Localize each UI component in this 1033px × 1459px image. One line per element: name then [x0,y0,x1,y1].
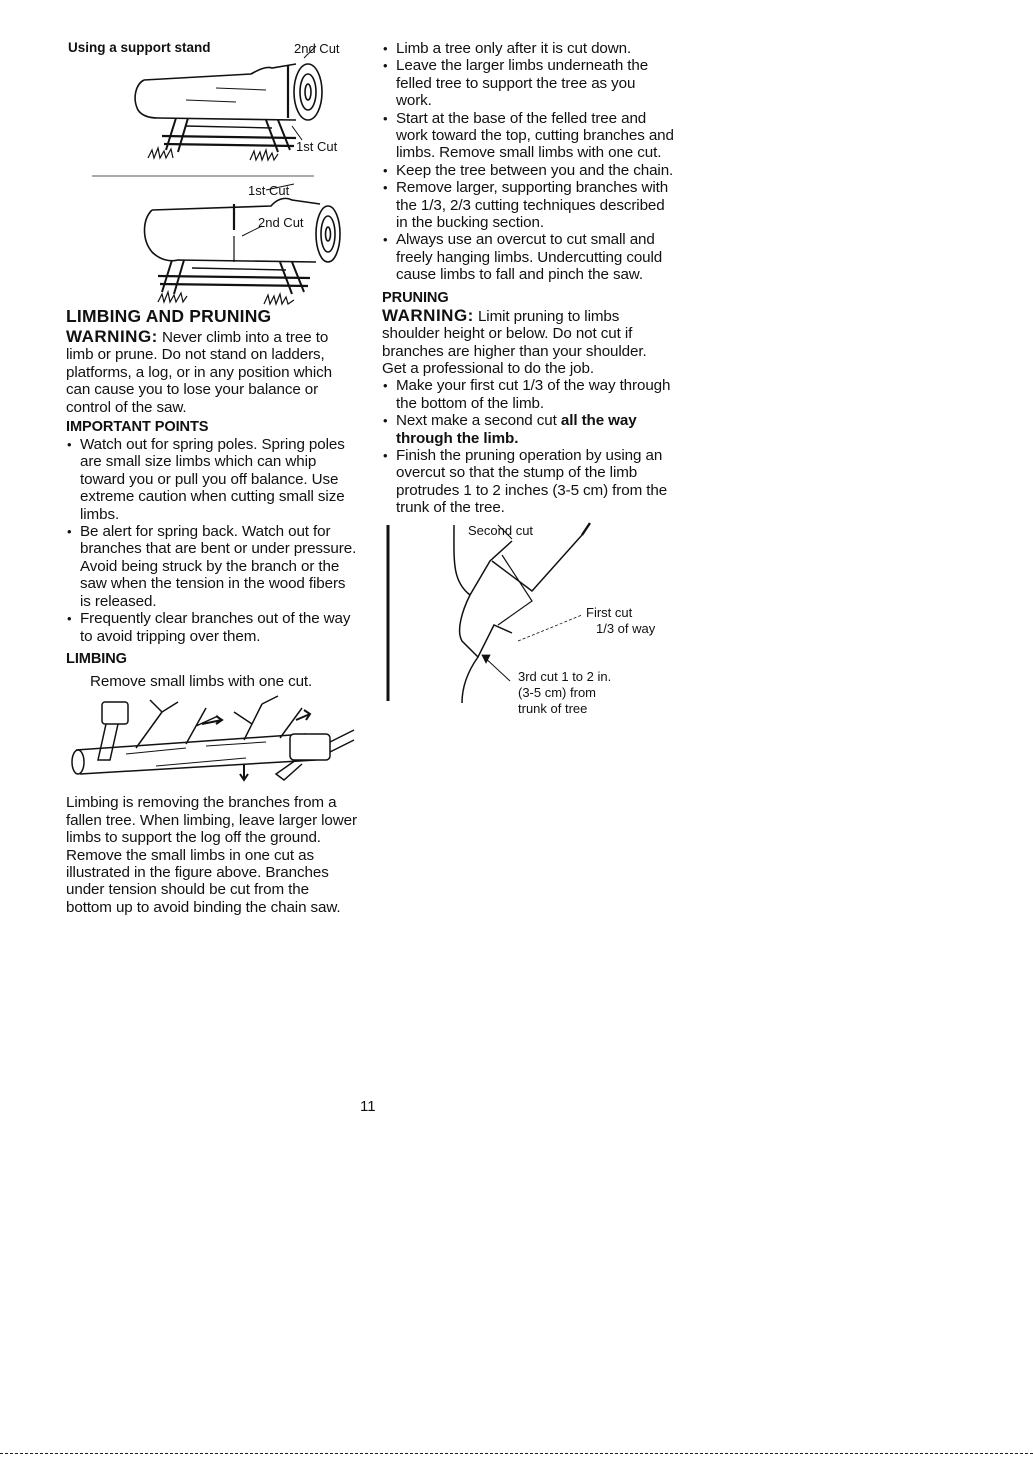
warning-label: WARNING: [382,305,474,325]
limbing-pruning-section [66,306,358,416]
list-item: • Make your first cut 1/3 of the way through the bottom of the limb. [382,377,674,412]
important-points-section [66,419,358,645]
third-cut-detail-1: (3-5 cm) from [518,684,596,700]
first-cut-detail: 1/3 of way [596,620,656,636]
list-item: • Watch out for spring poles. Spring poles are small size limbs which can whip toward you or pull you off balance. Use extreme caution when cutting small size limbs. [66,436,358,523]
list-item: • Always use an overcut to cut small and freely hanging limbs. Undercutting could cause limbs to fall and pinch the saw. [382,231,674,283]
first-cut-label: First cut [586,604,633,620]
list-item: • Start at the base of the felled tree and work toward the top, cutting branches and limbs. Remove small limbs with one cut. [382,110,674,162]
limbing-pruning-warning [66,328,358,416]
limbing-pruning-heading: LIMBING AND PRUNING [66,306,272,326]
list-item: • Keep the tree between you and the chain. [382,162,674,179]
third-cut-label: 3rd cut 1 to 2 in. [518,668,612,684]
list-item: • Leave the larger limbs underneath the felled tree to support the tree as you work. [382,57,674,109]
important-points-list [66,436,358,645]
bottom-second-cut-label: 2nd Cut [258,215,304,230]
list-item [382,412,674,447]
step-emphasis: all the way through the limb. [396,412,637,447]
important-points-heading: IMPORTANT POINTS [66,419,209,436]
support-stand-figure [66,40,358,308]
bottom-first-cut-label: 1st Cut [248,183,290,198]
log-on-stand-top-illustration [135,46,322,160]
pruning-heading: PRUNING [382,289,449,306]
pruning-warning [382,307,674,378]
top-second-cut-label: 2nd Cut [294,41,340,56]
list-item: • Limb a tree only after it is cut down. [382,40,674,57]
pruning-figure [382,521,674,716]
top-first-cut-label: 1st Cut [296,139,338,154]
page-number: 11 [360,1098,376,1115]
list-item: • Finish the pruning operation by using an overcut so that the stump of the limb protrudes 1 to 2 inches (3-5 cm) from the trunk of the tree. [382,447,674,517]
warning-text: Never climb into a tree to limb or prune. Do not stand on ladders, platforms, a log, or in any position which can cause you to lose your balance or control of the saw. [66,329,332,416]
left-column [66,40,358,916]
pruning-section [382,290,674,517]
limbing-figure-caption: Remove small limbs with one cut. [90,672,313,690]
log-on-stand-bottom-illustration [145,184,341,304]
third-cut-detail-2: trunk of tree [518,700,588,716]
limbing-figure [66,690,358,786]
limbing-paragraph: Limbing is removing the branches from a fallen tree. When limbing, leave larger lower limbs to support the log off the ground. Remove the small limbs in one cut as illustrated in the figure above. Branches under tension should be cut from the bottom up to avoid binding the chain saw. [66,794,357,916]
limbing-tips-list [382,40,674,284]
second-cut-label: Second cut [468,522,534,538]
list-item: • Remove larger, supporting branches with the 1/3, 2/3 cutting techniques described in the bucking section. [382,179,674,231]
step-text: Next make a second cut [396,412,561,430]
pruning-steps-list [382,377,674,516]
limbing-heading: LIMBING [66,650,127,667]
bottom-dashed-rule [0,1453,1033,1454]
warning-text: Limit pruning to limbs shoulder height or below. Do not cut if branches are higher than your shoulder. Get a professional to do the job. [382,307,647,377]
right-column-flow [382,40,674,716]
list-item: • Frequently clear branches out of the way to avoid tripping over them. [66,610,358,645]
support-stand-title: Using a support stand [68,40,211,55]
limbing-section [66,651,358,916]
list-item: • Be alert for spring back. Watch out for branches that are bent or under pressure. Avoid being struck by the branch or the saw when the tension in the wood fibers is released. [66,523,358,610]
warning-label: WARNING: [66,327,158,346]
